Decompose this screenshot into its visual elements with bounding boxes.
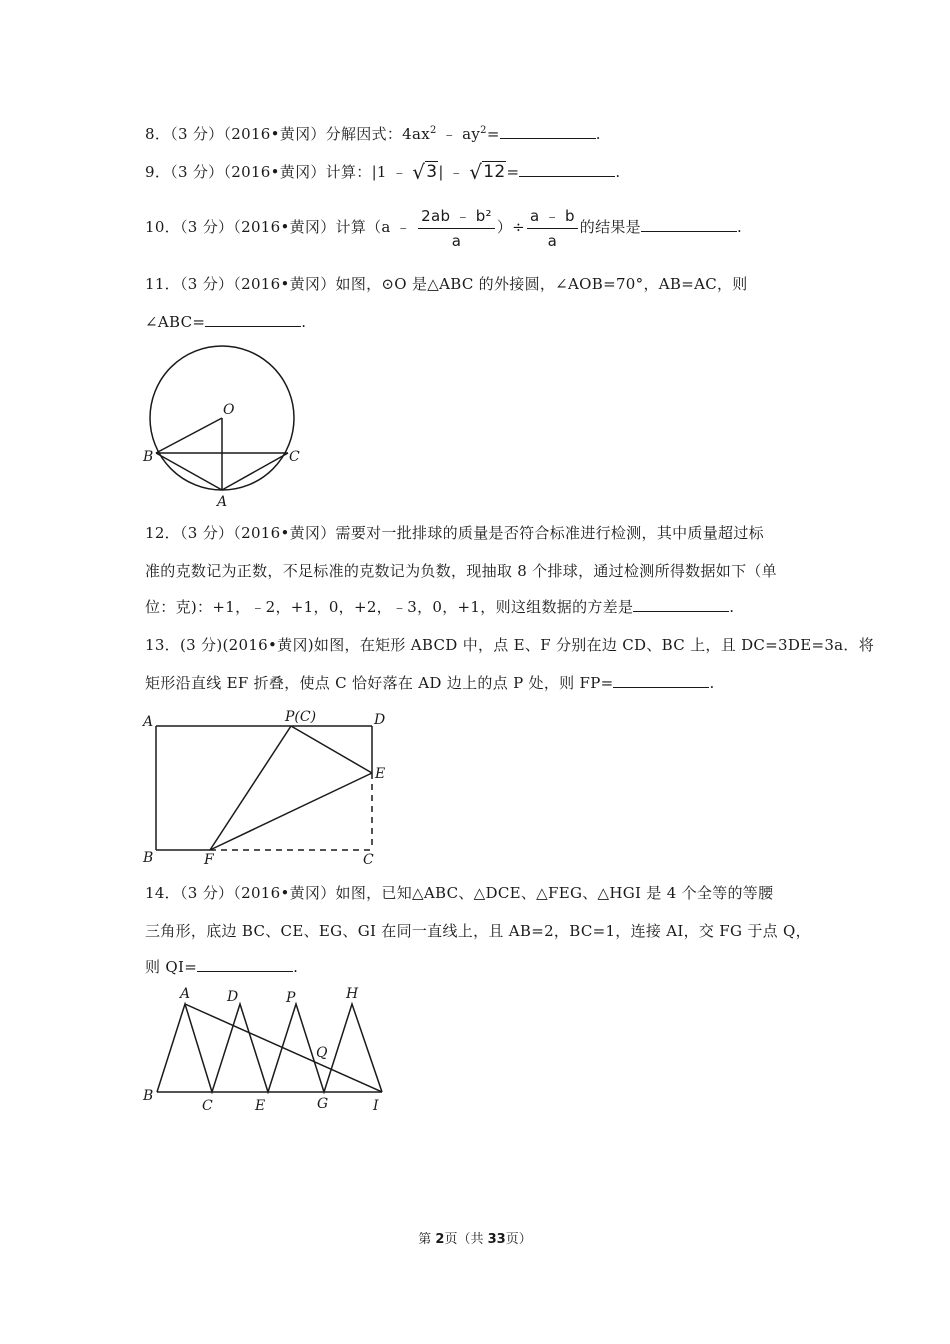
q11-end: . bbox=[301, 313, 307, 331]
q13-label-a: A bbox=[143, 714, 154, 730]
q14-triangles-outline bbox=[157, 1004, 382, 1092]
q8-answer-blank[interactable] bbox=[500, 124, 596, 139]
q14-line3-prefix: 则 QI= bbox=[145, 958, 198, 976]
question-13-line-2 bbox=[145, 673, 715, 693]
q9-suffix: = bbox=[506, 163, 520, 181]
q13-label-f: F bbox=[204, 852, 214, 868]
q10-fraction-1: $\frac{\text{2ab ﹣ b²}}{a}$ bbox=[418, 207, 495, 249]
footer-page-number: 2 bbox=[435, 1232, 445, 1247]
q8-end: . bbox=[595, 125, 601, 143]
q8-prefix: 8．（3 分）（2016•黄冈）分解因式：4ax bbox=[145, 125, 431, 143]
q11-label-b: B bbox=[143, 449, 154, 465]
q11-segment-ac bbox=[222, 453, 288, 490]
q13-answer-blank[interactable] bbox=[613, 673, 709, 688]
q14-label-q: Q bbox=[316, 1045, 328, 1061]
q8-exponent-2: 2 bbox=[480, 125, 487, 136]
q14-segment-ai bbox=[185, 1004, 382, 1092]
q14-label-e: E bbox=[255, 1098, 266, 1114]
q11-segment-ob bbox=[156, 418, 222, 453]
q13-rectangle-figure bbox=[138, 706, 398, 870]
question-10 bbox=[145, 204, 742, 250]
q11-answer-blank[interactable] bbox=[205, 312, 301, 327]
q12-answer-blank[interactable] bbox=[633, 597, 729, 612]
q10-answer-blank[interactable] bbox=[641, 217, 737, 232]
q9-mid: | ﹣ bbox=[438, 163, 470, 181]
q14-label-d: D bbox=[227, 989, 239, 1005]
question-14-line-1: 14．（3 分）（2016•黄冈）如图，已知△ABC、△DCE、△FEG、△HGI 是 4 个全等的等腰 bbox=[145, 884, 774, 902]
q14-label-p: P bbox=[286, 990, 296, 1006]
question-12-line-2: 准的克数记为正数，不足标准的克数记为负数，现抽取 8 个排球，通过检测所得数据如下（单 bbox=[145, 562, 777, 580]
q13-line2-prefix: 矩形沿直线 EF 折叠，使点 C 恰好落在 AD 边上的点 P 处，则 FP= bbox=[145, 674, 614, 692]
q8-mid: ﹣ ay bbox=[436, 125, 481, 143]
q9-sqrt-3: √3 bbox=[412, 160, 438, 184]
q11-segment-ab bbox=[156, 453, 222, 490]
q11-line2-prefix: ∠ABC= bbox=[145, 313, 206, 331]
page-footer bbox=[0, 1228, 950, 1247]
question-12-line-1: 12．（3 分）（2016•黄冈）需要对一批排球的质量是否符合标准进行检测，其中质量超过标 bbox=[145, 524, 764, 542]
q9-prefix: 9．（3 分）（2016•黄冈）计算：|1 ﹣ bbox=[145, 163, 413, 181]
q14-label-g: G bbox=[317, 1096, 329, 1112]
q10-mid: ）÷ bbox=[496, 218, 526, 236]
q9-answer-blank[interactable] bbox=[519, 162, 615, 177]
q13-label-b: B bbox=[143, 850, 154, 866]
q11-label-c: C bbox=[289, 449, 300, 465]
q14-answer-blank[interactable] bbox=[197, 957, 293, 972]
q13-label-c: C bbox=[363, 852, 374, 868]
q14-label-i: I bbox=[373, 1098, 379, 1114]
question-11-line-2 bbox=[145, 312, 306, 332]
question-13-line-1: 13．(3 分)(2016•黄冈)如图，在矩形 ABCD 中，点 E、F 分别在边 CD、BC 上，且 DC=3DE=3a．将 bbox=[145, 636, 875, 654]
q12-line3-prefix: 位：克)：+1，﹣2，+1，0，+2，﹣3，0，+1，则这组数据的方差是 bbox=[145, 598, 634, 616]
q10-suffix: 的结果是 bbox=[579, 218, 641, 236]
question-9 bbox=[145, 162, 620, 182]
question-11-line-1: 11．（3 分）（2016•黄冈）如图，⊙O 是△ABC 的外接圆，∠AOB=70°，AB=AC，则 bbox=[145, 275, 748, 293]
q13-segment-pe bbox=[291, 726, 372, 773]
q14-label-c: C bbox=[202, 1098, 213, 1114]
q9-sqrt-12: √12 bbox=[469, 160, 506, 184]
q13-label-p: P(C) bbox=[285, 709, 317, 725]
q13-label-e: E bbox=[375, 766, 386, 782]
q11-circle-figure bbox=[138, 340, 308, 510]
question-14-line-3 bbox=[145, 957, 298, 977]
question-12-line-3 bbox=[145, 597, 734, 617]
q8-suffix: = bbox=[486, 125, 500, 143]
q10-end: . bbox=[736, 218, 743, 236]
footer-part-1: 第 bbox=[418, 1232, 436, 1247]
question-14-line-2: 三角形，底边 BC、CE、EG、GI 在同一直线上，且 AB=2，BC=1，连接 AI，交 FG 于点 Q， bbox=[145, 922, 811, 940]
q13-label-d: D bbox=[374, 712, 386, 728]
footer-total-pages: 33 bbox=[487, 1232, 506, 1247]
footer-part-2: 页（共 bbox=[444, 1232, 488, 1247]
q14-label-a: A bbox=[180, 986, 191, 1002]
q13-end: . bbox=[709, 674, 715, 692]
q14-triangles-figure bbox=[138, 982, 398, 1116]
q14-label-h: H bbox=[346, 986, 359, 1002]
q9-end: . bbox=[615, 163, 621, 181]
q10-fraction-2: $\frac{a ﹣ b}{a}$ bbox=[527, 207, 578, 249]
question-8 bbox=[145, 124, 601, 144]
q14-end: . bbox=[293, 958, 299, 976]
q11-label-o: O bbox=[223, 402, 235, 418]
q11-label-a: A bbox=[217, 494, 228, 510]
q10-prefix: 10．（3 分）（2016•黄冈）计算（a ﹣ bbox=[145, 218, 417, 236]
q14-label-b: B bbox=[143, 1088, 154, 1104]
q8-exponent-1: 2 bbox=[430, 125, 437, 136]
q12-end: . bbox=[729, 598, 735, 616]
footer-part-3: 页） bbox=[505, 1232, 532, 1247]
